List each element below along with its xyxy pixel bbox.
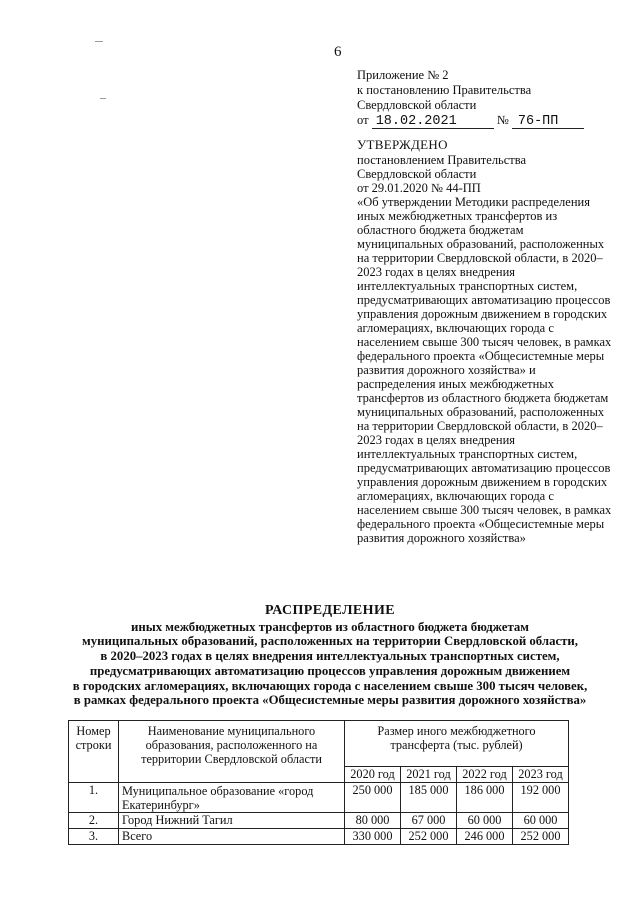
row-value: 246 000 [457,829,513,845]
row-value: 252 000 [401,829,457,845]
row-value: 80 000 [345,813,401,829]
row-number: 1. [69,783,119,813]
column-header-number: Номер строки [69,721,119,783]
table-header-row [69,721,569,767]
date-prefix: от [357,113,369,127]
column-header-year: 2021 год [401,767,457,783]
row-value: 192 000 [513,783,569,813]
distribution-title: РАСПРЕДЕЛЕНИЕ [265,603,395,618]
row-number: 2. [69,813,119,829]
column-header-amount: Размер иного межбюджетного трансферта (тыс. рублей) [345,721,569,767]
row-value: 330 000 [345,829,401,845]
table-row [69,813,569,829]
row-name: Город Нижний Тагил [119,813,345,829]
table-row-total [69,829,569,845]
table-row [69,783,569,813]
distribution-subtitle-line: муниципальных образований, расположенных на территории Свердловской области, [81,634,579,649]
appendix-date-row [357,113,584,127]
appendix-resolution: к постановлению Правительства [357,83,532,97]
column-header-year: 2022 год [457,767,513,783]
column-header-year: 2020 год [345,767,401,783]
distribution-subtitle-line: предусматривающих автоматизацию процессов управления дорожным движением [89,663,571,678]
row-value: 252 000 [513,829,569,845]
row-value: 60 000 [457,813,513,829]
approved-heading: УТВЕРЖДЕНО [357,137,448,152]
row-name: Муниципальное образование «город Екатеринбург» [119,783,345,813]
page-number: 6 [334,44,342,60]
handwritten-date: 18.02.2021 [372,115,494,129]
column-header-name: Наименование муниципального образования, расположенного на территории Свердловской области [119,721,345,783]
scan-mark [95,41,103,42]
distribution-table [68,720,569,845]
distribution-subtitle-line: в рамках федерального проекта «Общесистемные меры развития дорожного хозяйства» [73,693,587,708]
approved-by: постановлением Правительства [357,153,527,167]
row-value: 60 000 [513,813,569,829]
column-header-year: 2023 год [513,767,569,783]
approved-block [357,138,613,545]
row-value: 185 000 [401,783,457,813]
row-number: 3. [69,829,119,845]
row-value: 67 000 [401,813,457,829]
appendix-block [357,68,617,129]
number-sign: № [496,113,509,127]
row-value: 250 000 [345,783,401,813]
approved-region: Свердловской области [357,167,477,181]
approved-date: от 29.01.2020 № 44-ПП [357,181,481,195]
distribution-title-block [40,604,620,708]
approved-resolution-title: «Об утверждении Методики распределения иных межбюджетных трансфертов из областного бюджета бюджетам муниципальных образований, расположенных на территории Свердловской области, в 2020–2023 годах в целях внедрения интеллектуальных транспортных систем, предусматривающих автоматизацию процессов управления дорожным движением в городских агломерациях, включающих города с населением свыше 300 тысяч человек, в рамках федерального проекта «Общесистемные меры развития дорожного хозяйства» и распределения иных межбюджетных трансфертов из областного бюджета бюджетам муниципальных образований, расположенных на территории Свердловской области, в 2020–2023 годах в целях внедрения интеллектуальных транспортных систем, предусматривающих автоматизацию процессов управления дорожным движением в городских агломерациях, включающих города с населением свыше 300 тысяч человек, в рамках федерального проекта «Общесистемные меры развития дорожного хозяйства» [357,195,612,545]
scan-mark [100,98,106,99]
row-value: 186 000 [457,783,513,813]
row-name: Всего [119,829,345,845]
handwritten-number: 76-ПП [512,115,584,129]
appendix-title: Приложение № 2 [357,68,449,82]
distribution-subtitle-line: в городских агломерациях, включающих города с населением свыше 300 тысяч человек, [72,678,588,693]
distribution-subtitle-line: в 2020–2023 годах в целях внедрения интеллектуальных транспортных систем, [100,649,560,664]
appendix-region: Свердловской области [357,98,477,112]
distribution-subtitle-line: иных межбюджетных трансфертов из областного бюджета бюджетам [130,619,530,634]
